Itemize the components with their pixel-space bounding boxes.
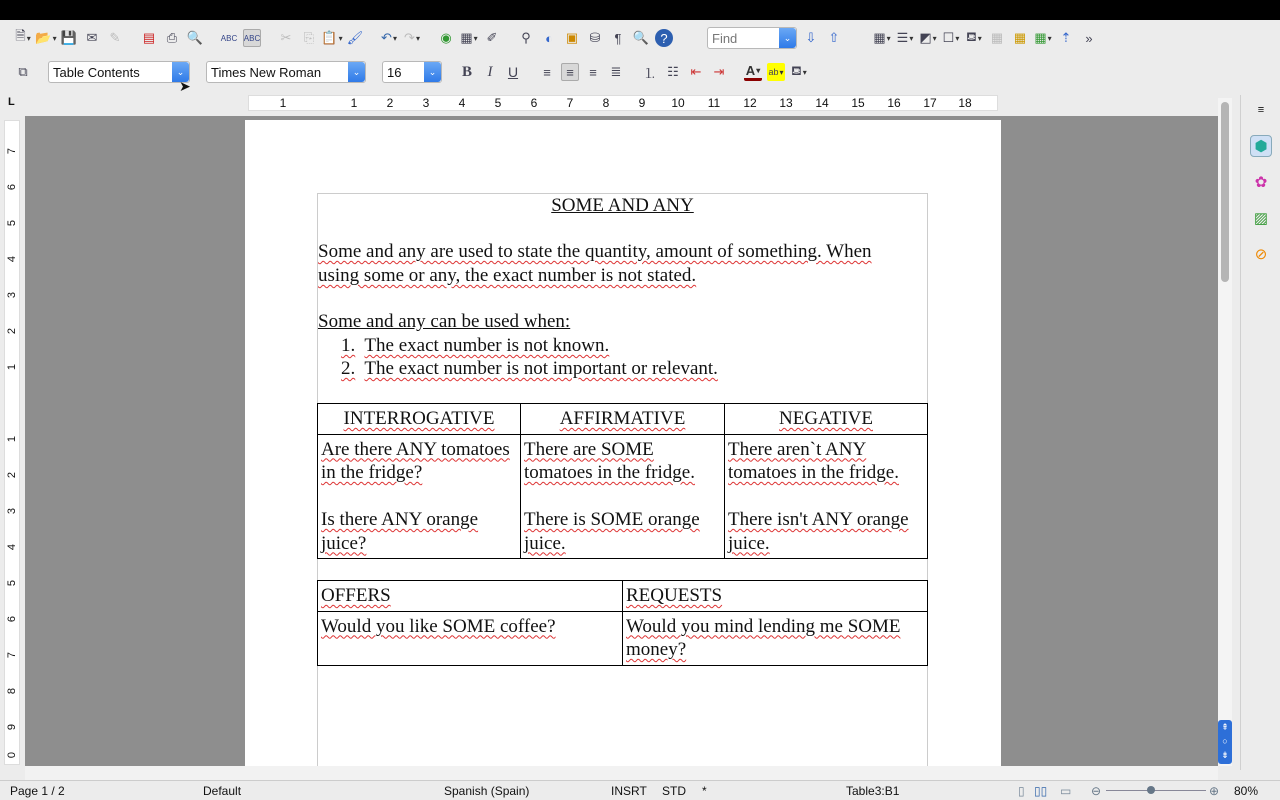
more-tools-icon[interactable]: »: [1085, 30, 1093, 46]
status-bar: [0, 780, 1280, 800]
spellcheck-icon[interactable]: ABC: [220, 33, 238, 43]
align-right-icon[interactable]: ≡: [589, 64, 597, 80]
numbering-icon[interactable]: ⒈: [643, 65, 657, 81]
ruler-tick-label: 1: [350, 96, 358, 110]
list-item: [341, 334, 609, 358]
zoom-level[interactable]: 80%: [1234, 784, 1259, 798]
ruler-tick-label: 5: [494, 96, 502, 110]
font-size-value: 16: [387, 64, 402, 80]
language[interactable]: Spanish (Spain): [444, 784, 530, 798]
bold-button[interactable]: B: [461, 63, 472, 80]
show-draw-functions-icon[interactable]: ✐: [486, 30, 498, 45]
paragraph-style-value: Table Contents: [53, 64, 140, 80]
cell-text: There isn't ANY orange juice.: [728, 509, 909, 554]
paragraph-background-icon[interactable]: ⛾ ▾: [790, 63, 808, 81]
cell-text: There is SOME orange juice.: [524, 509, 700, 554]
standard-toolbar: [0, 22, 1280, 54]
ruler-tick-label: 0: [6, 751, 18, 759]
page-indicator[interactable]: Page 1 / 2: [10, 784, 65, 798]
ruler-tick-label: 5: [6, 579, 18, 587]
ruler-tick-label: 4: [458, 96, 466, 110]
multi-page-view-icon[interactable]: ▯▯: [1034, 784, 1048, 798]
modified-indicator: *: [702, 784, 707, 798]
font-name-select[interactable]: [206, 61, 366, 83]
export-pdf-icon[interactable]: ▤: [142, 30, 156, 45]
cell-text: Are there ANY tomatoes in the fridge?: [321, 438, 510, 483]
table-header[interactable]: REQUESTS: [623, 581, 928, 612]
table-header[interactable]: AFFIRMATIVE: [521, 404, 725, 435]
ruler-tick-label: 13: [779, 96, 793, 110]
background-color-icon[interactable]: ⛾ ▾: [965, 29, 983, 47]
decrease-indent-icon[interactable]: ⇤: [690, 64, 702, 79]
document-page[interactable]: [245, 120, 1001, 770]
help-icon[interactable]: ?: [655, 29, 673, 47]
ruler-tick-label: 7: [6, 147, 18, 155]
print-preview-icon[interactable]: 🔍: [186, 30, 204, 45]
page-style[interactable]: Default: [203, 784, 242, 798]
ruler-tick-label: 2: [6, 471, 18, 479]
chevron-down-icon[interactable]: ⌄: [348, 62, 365, 82]
formatting-toolbar: [0, 56, 1280, 88]
find-placeholder: Find: [712, 30, 738, 46]
styles-formatting-icon[interactable]: ✿: [1254, 174, 1268, 191]
highlighting-icon[interactable]: ab ▾: [767, 63, 785, 81]
ruler-tick-label: 4: [6, 543, 18, 551]
table-icon[interactable]: ▦ ▾: [460, 29, 478, 47]
ruler-tick-label: 5: [6, 219, 18, 227]
scrollbar-thumb[interactable]: [1221, 102, 1229, 282]
find-previous-icon[interactable]: ⇧: [828, 30, 840, 45]
borders-icon[interactable]: ☐ ▾: [942, 29, 960, 47]
sidebar-menu-icon[interactable]: ≡: [1257, 104, 1265, 116]
table-header[interactable]: OFFERS: [318, 581, 623, 612]
intro-line-1: Some and any are used to state the quantity, amount of something. When: [318, 241, 872, 262]
list-text: The exact number is not known.: [364, 335, 610, 356]
print-icon[interactable]: ⎙: [166, 30, 178, 45]
ruler-tick-label: 18: [958, 96, 972, 110]
when-heading: Some and any can be used when:: [318, 311, 571, 332]
edit-file-icon[interactable]: ✎: [109, 30, 121, 45]
table-cell[interactable]: Would you mind lending me SOME money?: [623, 611, 928, 665]
document-area: [25, 116, 1218, 766]
line-style-icon[interactable]: ☰ ▾: [896, 29, 914, 47]
paragraph-style-select[interactable]: [48, 61, 190, 83]
horizontal-scrollbar[interactable]: [25, 766, 1218, 780]
ruler-tick-label: 2: [386, 96, 394, 110]
offers-requests-table[interactable]: [317, 580, 928, 666]
find-next-icon[interactable]: ⇩: [805, 30, 817, 45]
open-icon[interactable]: 📂 ▾: [37, 29, 55, 47]
cell-text: Is there ANY orange juice?: [321, 509, 479, 554]
ruler-tick-label: 7: [566, 96, 574, 110]
gallery-icon[interactable]: ▣: [565, 30, 579, 45]
ruler-tick-label: 10: [671, 96, 685, 110]
ruler-tick-label: 8: [6, 687, 18, 695]
merge-cells-icon[interactable]: ▦: [990, 30, 1004, 45]
ruler-tick-label: 3: [6, 291, 18, 299]
email-icon[interactable]: ✉: [86, 30, 98, 45]
ruler-tick-label: 3: [6, 507, 18, 515]
new-document-icon[interactable]: 🗎 ▾: [14, 29, 32, 47]
table-cell[interactable]: [318, 434, 521, 559]
tab-stop-selector[interactable]: L: [8, 96, 15, 108]
formatting-marks-icon[interactable]: ¶: [614, 30, 622, 46]
save-icon[interactable]: 💾: [60, 30, 78, 45]
find-input[interactable]: [707, 27, 797, 49]
navigator-icon[interactable]: ◐: [545, 30, 553, 46]
ruler-tick-label: 6: [6, 183, 18, 191]
ruler-tick-label: 3: [422, 96, 430, 110]
ruler-tick-label: 11: [707, 96, 721, 110]
table-cell[interactable]: Would you like SOME coffee?: [318, 611, 623, 665]
chevron-down-icon[interactable]: ⌄: [172, 62, 189, 82]
gallery-icon[interactable]: ▨: [1253, 210, 1269, 227]
ruler-tick-label: 12: [743, 96, 757, 110]
underline-button[interactable]: U: [507, 64, 519, 80]
cut-icon[interactable]: ✂: [280, 30, 292, 45]
table-grid-icon[interactable]: ▦ ▾: [873, 29, 891, 47]
styles-icon[interactable]: ⧉: [18, 64, 28, 79]
cell-text: There are SOME tomatoes in the fridge.: [524, 438, 695, 483]
table-header[interactable]: NEGATIVE: [725, 404, 928, 435]
copy-icon[interactable]: ⎘: [303, 30, 315, 45]
list-number: 2.: [341, 358, 356, 379]
justify-icon[interactable]: ≣: [610, 64, 622, 79]
list-item: [341, 357, 718, 381]
redo-icon[interactable]: ↷ ▾: [403, 29, 421, 47]
autoformat-icon[interactable]: ▦ ▾: [1034, 29, 1052, 47]
align-left-icon[interactable]: ≡: [543, 64, 551, 80]
ruler-tick-label: 17: [923, 96, 937, 110]
table-cell[interactable]: [725, 434, 928, 559]
properties-icon[interactable]: ⬢: [1250, 135, 1272, 157]
zoom-slider[interactable]: [1106, 790, 1206, 791]
ruler-tick-label: 7: [6, 651, 18, 659]
ruler-tick-label: 15: [851, 96, 865, 110]
cell-reference: Table3:B1: [846, 784, 900, 798]
font-color-icon[interactable]: A ▾: [744, 63, 762, 81]
intro-line-2: using some or any, the exact number is not stated.: [318, 265, 697, 286]
page-navigation-icon[interactable]: ⇞ ○ ⇟: [1218, 720, 1232, 764]
ruler-tick-label: 16: [887, 96, 901, 110]
cell-text: There aren`t ANY tomatoes in the fridge.: [728, 438, 899, 483]
single-page-view-icon[interactable]: ▯: [1018, 784, 1025, 798]
data-sources-icon[interactable]: ⛁: [589, 30, 601, 45]
align-center-icon[interactable]: ≡: [561, 63, 579, 81]
sidebar: [1240, 95, 1280, 770]
mouse-cursor-icon: ➤: [179, 78, 191, 94]
clone-formatting-icon[interactable]: 🖌: [346, 30, 364, 45]
increase-indent-icon[interactable]: ⇥: [713, 64, 725, 79]
font-name-value: Times New Roman: [211, 64, 322, 80]
font-size-select[interactable]: [382, 61, 442, 83]
border-color-icon[interactable]: ◩ ▾: [919, 29, 937, 47]
paste-icon[interactable]: 📋 ▾: [323, 29, 341, 47]
table-header[interactable]: INTERROGATIVE: [318, 404, 521, 435]
hyperlink-icon[interactable]: ◉: [440, 30, 452, 45]
ruler-tick-label: 14: [815, 96, 829, 110]
usage-table[interactable]: [317, 403, 928, 559]
book-view-icon[interactable]: ▭: [1060, 784, 1072, 798]
selection-mode[interactable]: STD: [662, 784, 686, 798]
zoom-icon[interactable]: 🔍: [632, 30, 650, 45]
table-cell[interactable]: [521, 434, 725, 559]
window-top-bar: [0, 0, 1280, 20]
ruler-tick-label: 6: [6, 615, 18, 623]
find-dropdown-icon[interactable]: ⌄: [779, 28, 796, 48]
ruler-tick-label: 6: [530, 96, 538, 110]
ruler-tick-label: 8: [602, 96, 610, 110]
list-text: The exact number is not important or relevant.: [364, 358, 718, 379]
find-replace-icon[interactable]: ⚲: [521, 30, 531, 45]
insert-rows-icon[interactable]: ⇡: [1060, 30, 1072, 45]
ruler-tick-label: 1: [6, 435, 18, 443]
ruler-tick-label: 4: [6, 255, 18, 263]
ruler-tick-label: 9: [6, 723, 18, 731]
insert-mode[interactable]: INSRT: [611, 784, 647, 798]
zoom-out-icon[interactable]: ⊖: [1091, 784, 1102, 798]
bullets-icon[interactable]: ☷: [667, 64, 679, 79]
zoom-slider-knob[interactable]: [1147, 786, 1155, 794]
list-number: 1.: [341, 335, 356, 356]
horizontal-ruler[interactable]: [248, 95, 998, 111]
autospellcheck-icon[interactable]: ABC: [243, 29, 261, 47]
text-frame[interactable]: [317, 193, 928, 793]
navigator-icon[interactable]: ⊘: [1254, 246, 1268, 263]
ruler-tick-label: 2: [6, 327, 18, 335]
ruler-tick-label: 1: [6, 363, 18, 371]
vertical-scrollbar[interactable]: [1218, 98, 1232, 766]
ruler-tick-label: 1: [279, 96, 287, 110]
vertical-ruler[interactable]: [4, 120, 20, 765]
undo-icon[interactable]: ↶ ▾: [380, 29, 398, 47]
split-cells-icon[interactable]: ▦: [1013, 30, 1027, 45]
document-title: SOME AND ANY: [551, 195, 694, 216]
italic-button[interactable]: I: [487, 63, 493, 80]
zoom-in-icon[interactable]: ⊕: [1209, 784, 1220, 798]
chevron-down-icon[interactable]: ⌄: [424, 62, 441, 82]
ruler-tick-label: 9: [638, 96, 646, 110]
